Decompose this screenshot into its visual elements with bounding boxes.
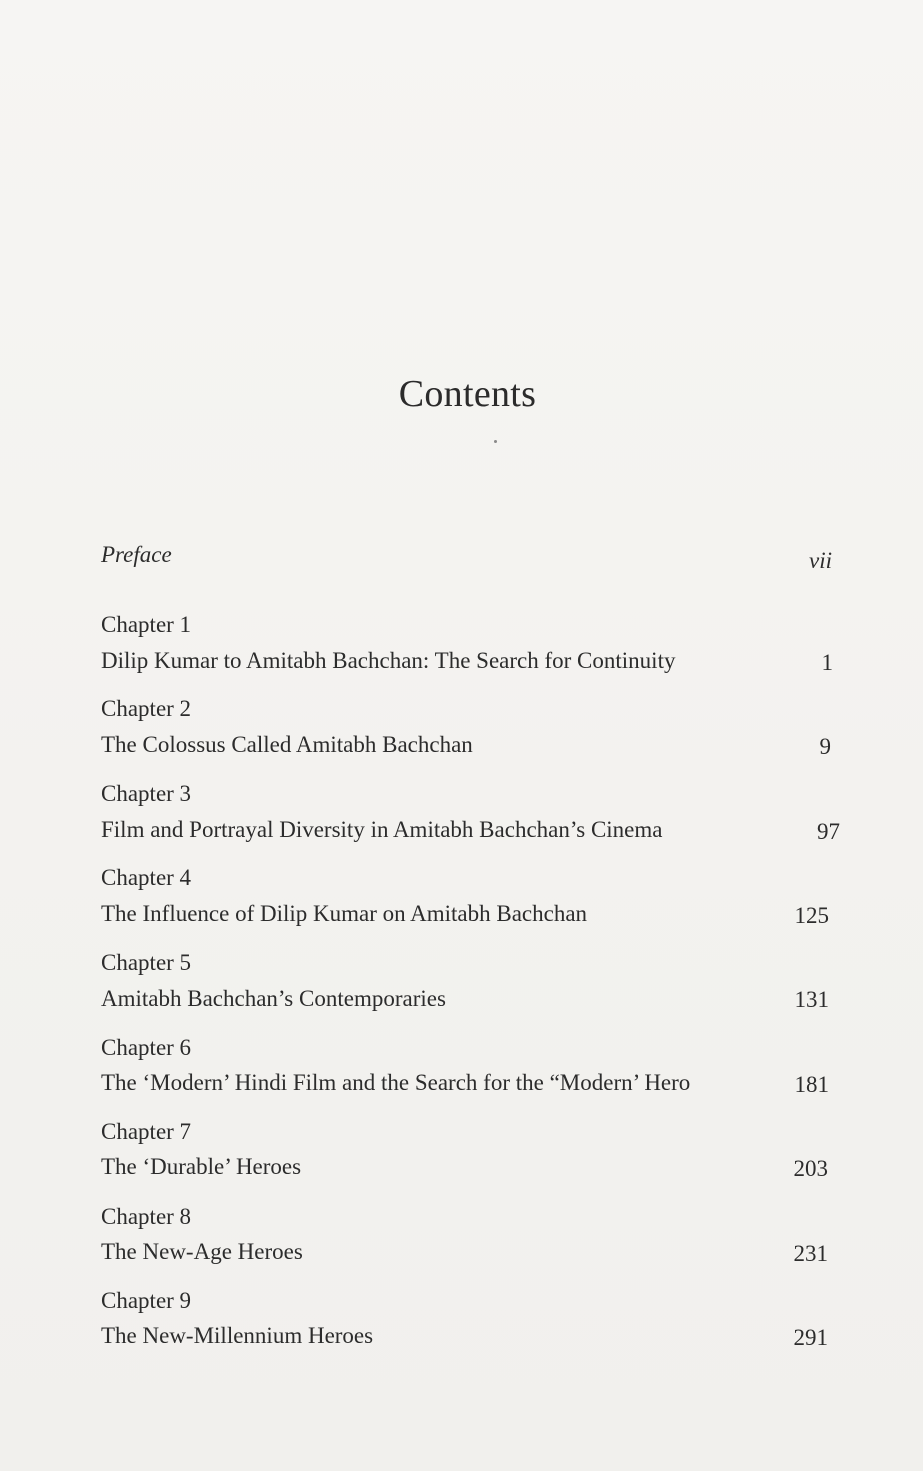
toc-chapter-page: 181 — [794, 1072, 829, 1097]
toc-chapter-label: Chapter 9 — [101, 1288, 192, 1313]
toc-chapter-page: 203 — [793, 1156, 828, 1181]
toc-chapter-page: 1 — [821, 650, 833, 675]
toc-chapter-label: Chapter 6 — [101, 1035, 192, 1060]
toc-chapter-title: Dilip Kumar to Amitabh Bachchan: The Search for Continuity — [101, 648, 676, 673]
toc-preface-page: vii — [809, 548, 832, 573]
toc-chapter-page: 231 — [793, 1241, 828, 1266]
toc-chapter-title: The ‘Durable’ Heroes — [101, 1154, 302, 1179]
title-ornament-dot — [494, 440, 497, 443]
toc-chapter-title: The Influence of Dilip Kumar on Amitabh Bachchan — [101, 901, 588, 926]
toc-chapter-page: 131 — [794, 987, 829, 1012]
toc-chapter-label: Chapter 2 — [101, 696, 192, 721]
toc-chapter-page: 9 — [819, 734, 831, 759]
toc-chapter-title: The New-Millennium Heroes — [101, 1323, 374, 1348]
toc-chapter-label: Chapter 1 — [101, 612, 192, 637]
toc-chapter-title: The New-Age Heroes — [101, 1239, 303, 1264]
toc-chapter-title: Film and Portrayal Diversity in Amitabh Bachchan’s Cinema — [101, 817, 663, 842]
toc-chapter-label: Chapter 4 — [101, 865, 192, 890]
toc-chapter-page: 125 — [794, 903, 829, 928]
toc-chapter-title: The ‘Modern’ Hindi Film and the Search for the “Modern’ Hero — [101, 1070, 691, 1095]
toc-chapter-label: Chapter 3 — [101, 781, 192, 806]
toc-chapter-page: 291 — [793, 1325, 828, 1350]
toc-chapter-label: Chapter 5 — [101, 950, 192, 975]
toc-chapter-label: Chapter 8 — [101, 1204, 192, 1229]
toc-chapter-page: 97 — [817, 819, 840, 844]
toc-chapter-title: The Colossus Called Amitabh Bachchan — [101, 732, 473, 757]
toc-preface-label: Preface — [101, 542, 172, 567]
toc-chapter-title: Amitabh Bachchan’s Contemporaries — [101, 986, 446, 1011]
toc-chapter-label: Chapter 7 — [101, 1119, 192, 1144]
page-title: Contents — [398, 373, 537, 415]
